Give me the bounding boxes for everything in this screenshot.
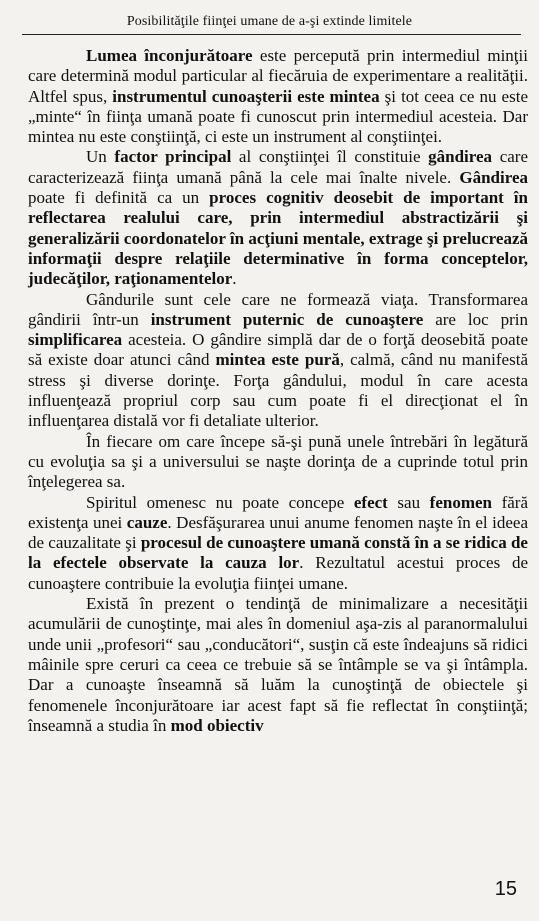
bold-text: gândirea [428, 147, 493, 167]
bold-text: Lumea înconjurătoare [86, 46, 253, 65]
text-run: Gândurile sunt cele care ne formează viaţa. Transformarea gândirii într-un [28, 289, 528, 329]
paragraph-5 [28, 493, 528, 594]
bold-text: instrumentul cunoaşterii este mintea [112, 86, 380, 106]
text-run: . Desfăşurarea unui anume fenomen naşte în el ideea de cauzalitate şi [28, 512, 528, 553]
bold-text: Gândirea [459, 167, 528, 187]
bold-text: proces cognitiv deosebit de important în reflectarea realului care, prin intermediul abstractizării şi generalizării coordonatelor în acţiuni mentale, extrage şi prelucrează informaţii despre relaţiile determinative în forma conceptelor, judecăţilor, raţionamentelor [28, 188, 528, 289]
bold-text: fenomen [429, 492, 492, 512]
bold-text: procesul de cunoaştere umană constă în a se ridica de la efectele observate la cauza lor [28, 533, 528, 573]
text-run: Un [86, 147, 115, 167]
header-rule [22, 34, 521, 35]
bold-text: simplificarea [28, 330, 123, 350]
text-run: , calmă, când nu manifestă stress şi diverse dorinţe. Forţa gândului, modul în care acesta influenţează propriul corp sau cum poate fi el direcţionat el în influenţarea distală vor fi detaliate ulterior. [28, 350, 528, 431]
paragraph-1 [28, 46, 528, 147]
text-run: sau [387, 492, 430, 512]
text-run: are loc prin [423, 309, 529, 329]
bold-text: factor principal [114, 147, 232, 167]
text-run: care caracterizează fiinţa umană până la cele mai înalte nivele. [28, 147, 528, 187]
running-head: Posibilităţile fiinţei umane de a-şi extinde limitele [126, 14, 413, 29]
text-run: Există în prezent o tendinţă de minimalizare a necesităţii acumulării de cunoştinţe, mai ales în domeniul aşa-zis al paranormalului unde unii „profesori“ sau „conducători“, susţin că este îndeajuns să ridici mâinile spre ceruri ca ceea ce trebuie să se întâmple se va şi întâmpla. Dar a cunoaşte înseamnă să luăm la cunoştinţă de obiectele şi fenomenele înconjurătoare iar acest fapt să fie reflectat în conştiinţă; înseamnă a studia în [28, 594, 528, 735]
body-text [28, 46, 528, 736]
bold-text: mod obiectiv [170, 715, 264, 735]
text-run: poate fi definită ca un [28, 188, 210, 208]
paragraph-3 [28, 290, 528, 432]
text-run: . Rezultatul acestui proces de cunoaştere contribuie la evoluţia fiinţei umane. [28, 553, 528, 593]
text-run: este percepută prin intermediul minţii care determină modul particular al fiecăruia de experimentare a realităţii. Altfel spus, [28, 46, 528, 106]
bold-text: mintea este pură [215, 350, 340, 370]
text-run: Spiritul omenesc nu poate concepe [86, 492, 354, 512]
text-run: fără existenţa unei [28, 492, 528, 532]
text-run: al conştiinţei îl constituie [231, 147, 429, 167]
text-run: În fiecare om care începe să-şi pună unele întrebări în legătură cu evoluţia sa şi a universului se naşte dorinţa de a cuprinde totul prin înţelegerea sa. [28, 431, 528, 492]
bold-text: instrument puternic de cunoaştere [150, 309, 424, 329]
text-run: . [232, 269, 237, 289]
bold-text: cauze [126, 512, 168, 532]
text-run: acesteia. O gândire simplă dar de o forţă deosebită poate să existe doar atunci când [28, 330, 528, 370]
paragraph-2 [28, 147, 528, 289]
bold-text: efect [353, 492, 388, 512]
text-run: şi tot ceea ce nu este „minte“ în fiinţa umană poate fi cunoscut prin intermediul acesteia. Dar mintea nu este conştiinţă, ci este un instrument al conştiinţei. [28, 86, 528, 147]
page-number: 15 [494, 878, 517, 900]
paragraph-4 [28, 432, 528, 493]
paragraph-6 [28, 594, 528, 736]
